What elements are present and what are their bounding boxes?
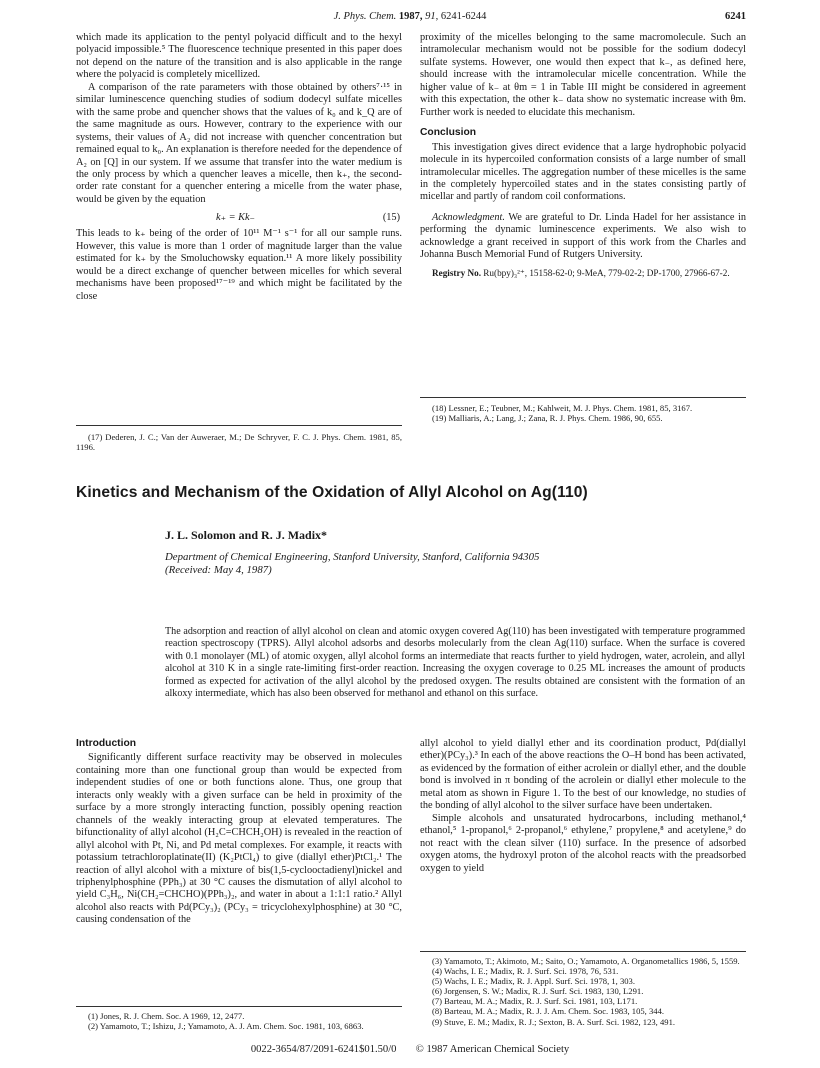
footnote-4: (4) Wachs, I. E.; Madix, R. J. Surf. Sci. 1978, 76, 531. [432,966,619,977]
footnote-3: (3) Yamamoto, T.; Akimoto, M.; Saito, O.; Yamamoto, A. Organometallics 1986, 5, 1559. [432,956,740,966]
affiliation-text: Department of Chemical Engineering, Stanford University, Stanford, California 94305 [165,551,540,563]
acknowledgment [420,212,746,262]
footnote-rule [76,425,402,426]
paragraph: A comparison of the rate parameters with those obtained by others⁷·¹⁵ in similar luminescence quenching studies of sodium dodecyl sulfate micelles with the same probe and quencher shows that the values of k₀ and k_Q are of the same magnitude as ours. However, contrary to the experience with our systems, their values of A₂ did not increase with quencher concentration but remained equal to k₀. An explanation is therefore needed for the dependence of A₂ on [Q] in our system. If we assume that transfer into the water medium is the only process by which a quencher leaves a micelle, then k₊, the second-order rate constant for a quencher entering a micelle from the water phase, would be given by the equation [76,81,402,205]
received-date: (Received: May 4, 1987) [165,564,272,576]
authors: J. L. Solomon and R. J. Madix* [165,528,328,542]
journal-name: J. Phys. Chem. [333,11,397,22]
paragraph: proximity of the micelles belonging to the same macromolecule. Such an intramolecular mechanism would not be possible for the sodium dodecyl sulfate systems. However, one would then expect that k₋, as defined here, should increase with the intramolecular micelle concentration. While the higher value of k₋ at θm = 1 in Table III might be considered in agreement with this expectation, the other k₋ data show no systematic increase with θm. Further work is needed to elucidate this mechanism. [420,32,746,118]
footnote-1: (1) Jones, R. J. Chem. Soc. A 1969, 12, 2477. [88,1011,245,1021]
equation-number: (15) [382,212,400,224]
footnote-19: (19) Malliaris, A.; Lang, J.; Zana, R. J. Phys. Chem. 1986, 90, 655. [432,413,663,424]
top-right-column [420,32,746,279]
page-footer [0,1044,820,1055]
footnote-8: (8) Barteau, M. A.; Madix, R. J. J. Am. Chem. Soc. 1983, 105, 344. [432,1006,665,1017]
paragraph: This investigation gives direct evidence that a large hydrophobic polyacid molecule in its hypercoiled conformation consists of a large number of small intramolecular micelles. The aggregation number of these micelles is the same in the completely hypercoiled states and in the states consisting partly of micellar and partly of random coil conformations. [420,141,746,203]
footnote-rule [420,397,746,398]
registry-numbers [420,268,746,280]
paragraph: Significantly different surface reactivity may be observed in molecules containing more than one functional group than would be expected from independent studies of one or both functions alone. Thus, one group that interacts only weakly with a given surface can be held in proximity of the surface by a more strongly interacting function, possibly opening reaction channels of the weakly interacting group at elevated temperatures. The bifunctionality of allyl alcohol (H₂C=CHCH₂OH) is revealed in the reaction of allyl alcohol with Pt, Ni, and Pd metal complexes. For example, it reacts with potassium tetrachloroplatinate(II) (K₂PtCl₄) to give (diallyl ether)PtCl₂.¹ The reaction of allyl alcohol with a mixture of bis(1,5-cyclooctadienyl)nickel and triphenylphosphine (PPh₃) at 30 °C causes the dismutation of allyl alcohol to yield C₃H₆, Ni(CH₂=CHCHO)(PPh₃)₂, and water in about a 1:1:1 ratio.² Allyl alcohol also reacts with Pd(PCy₃)₂ (PCy₃ = tricyclohexylphosphine) at 30 °C, causing condensation of the [76,752,402,926]
footnote-rule [76,1006,402,1007]
footnote-rule [420,951,746,952]
equation: k₊ = Kk₋ [216,212,255,224]
footnote-17 [76,432,402,452]
footnote-6: (6) Jorgensen, S. W.; Madix, R. J. Surf. Sci. 1983, 130, L291. [432,986,644,997]
footnotes-3-9 [420,956,746,1027]
footnote-7: (7) Barteau, M. A.; Madix, R. J. Surf. Sci. 1981, 103, L171. [432,996,638,1007]
running-header [0,11,820,22]
page-number: 6241 [725,11,746,22]
top-left-column [76,32,402,303]
footnotes-18-19 [420,403,746,423]
registry-label: Registry No. [432,267,481,278]
footnotes-1-2 [76,1011,402,1031]
article-code: 0022-3654/87/2091-6241$01.50/0 [250,1044,397,1055]
abstract: The adsorption and reaction of allyl alcohol on clean and atomic oxygen covered Ag(110) has been investigated with temperature programmed reaction spectroscopy (TPRS). Allyl alcohol adsorbs and desorbs molecularly from the clean Ag(110) surface. When the surface is covered with 0.1 monolayer (ML) of atomic oxygen, allyl alcohol forms an intermediate that reacts further to yield hydrogen, water, acrolein, and allyl alcohol at 310 K in a single rate-limiting first-order reaction. Increasing the oxygen coverage to 0.25 ML increases the amount of products formed as expected for activation of the allyl alcohol by the predosed oxygen. The results obtained are consistent with the formation of an alkoxy intermediate, which has also been observed for methanol and ethanol on this surface. [165,626,745,700]
copyright: © 1987 American Chemical Society [415,1044,570,1055]
section-heading-conclusion: Conclusion [420,127,477,139]
journal-volume: 91, [425,11,439,22]
footnote-2: (2) Yamamoto, T.; Ishizu, J.; Yamamoto, A. J. Am. Chem. Soc. 1981, 103, 6863. [88,1021,364,1032]
section-heading-introduction: Introduction [76,738,137,749]
footnote-5: (5) Wachs, I. E.; Madix, R. J. Appl. Surf. Sci. 1978, 1, 303. [432,976,636,987]
affiliation [165,551,745,577]
footnote-text: (17) Dederen, J. C.; Van der Auweraer, M.; De Schryver, F. C. J. Phys. Chem. 1981, 85, 1196. [76,432,402,453]
acknowledgment-label: Acknowledgment. [432,211,505,223]
page-range: 6241-6244 [440,11,487,22]
footnote-18: (18) Lessner, E.; Teubner, M.; Kahlweit, M. J. Phys. Chem. 1981, 85, 3167. [432,403,693,413]
acknowledgment-text: We are grateful to Dr. Linda Hadel for her assistance in performing the dynamic luminescence experiments. We also wish to acknowledge a grant received in support of this work from the Charles and Johanna Busch Memorial Fund of Rutgers University. [420,211,746,261]
paragraph: which made its application to the pentyl polyacid difficult and to the hexyl polyacid impossible.⁵ The fluorescence technique presented in this paper does not depend on the nature of the transition and is also applicable in the range where the polyacid is completely micellized. [76,32,402,81]
footnote-9: (9) Stuve, E. M.; Madix, R. J.; Sexton, B. A. Surf. Sci. 1982, 123, 491. [432,1016,676,1027]
paragraph: allyl alcohol to yield diallyl ether and its coordination product, Pd(diallyl ether)(PCy₃).³ In each of the above reactions the O–H bond has been activated, as evidenced by the formation of either acrolein or diallyl ether, and the double bond is involved in π bonding of the acrolein or diallyl ether molecule to the metal atom as shown in Figure 1. To the best of our knowledge, no studies of the bonding of allyl alcohol to the silver surface have been undertaken. [420,738,746,812]
equation-15 [76,208,402,228]
intro-left-column [76,738,402,927]
intro-right-column [420,738,746,875]
paragraph: Simple alcohols and unsaturated hydrocarbons, including methanol,⁴ ethanol,⁵ 1-propanol,⁶ 2-propanol,⁶ ethylene,⁷ propylene,⁸ and acetylene,⁹ do not react with the clean silver (110) surface. In the presence of adsorbed oxygen atoms, the hydroxyl proton of the alcohol reacts with the preadsorbed oxygen to yield [420,812,746,874]
journal-year: 1987, [398,11,423,22]
registry-text: Ru(bpy)₃²⁺, 15158-62-0; 9-MeA, 779-02-2; DP-1700, 27966-67-2. [483,267,730,278]
paragraph: This leads to k₊ being of the order of 10¹¹ M⁻¹ s⁻¹ for all our sample runs. However, this value is more than 1 order of magnitude larger than the value estimated for k₊ by the Smoluchowsky equation.¹¹ A more likely possibility would be a direct exchange of quencher between micelles for which several mechanisms have been proposed¹⁷⁻¹⁹ and which might be facilitated by the close [76,228,402,302]
article-title: Kinetics and Mechanism of the Oxidation of Allyl Alcohol on Ag(110) [76,484,588,501]
